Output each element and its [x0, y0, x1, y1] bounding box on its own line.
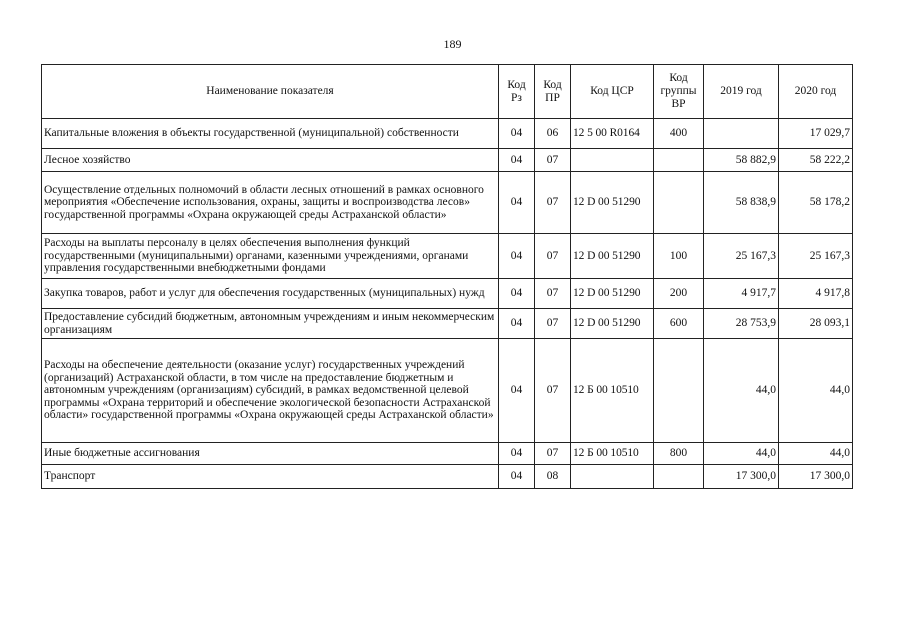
- row-csr: [571, 149, 654, 172]
- row-2020: 58 178,2: [779, 172, 853, 234]
- header-2019: 2019 год: [704, 65, 779, 119]
- row-pr: 07: [535, 309, 571, 339]
- header-name: Наименование показателя: [42, 65, 499, 119]
- row-2019: [704, 119, 779, 149]
- row-name: Иные бюджетные ассигнования: [42, 443, 499, 465]
- row-name: Предоставление субсидий бюджетным, автономным учреждениям и иным некоммерческим организациям: [42, 309, 499, 339]
- row-name: Расходы на обеспечение деятельности (оказание услуг) государственных учреждений (организаций) Астраханской области, в том числе на предоставление бюджетным и автономным учреждениям (организациям) субсидий, в рамках ведомственной целевой программы «Охрана территорий и обеспечение экологической безопасности Астраханской области» государственной программы «Охрана окружающей среды Астраханской области»: [42, 339, 499, 443]
- row-name: Осуществление отдельных полномочий в области лесных отношений в рамках основного мероприятия «Обеспечение использования, охраны, защиты и воспроизводства лесов» государственной программы «Охрана окружающей среды Астраханской области»: [42, 172, 499, 234]
- budget-table: [41, 64, 853, 489]
- row-vr: [654, 339, 704, 443]
- row-pr: 07: [535, 279, 571, 309]
- header-2020: 2020 год: [779, 65, 853, 119]
- row-csr: [571, 465, 654, 489]
- row-name: Капитальные вложения в объекты государственной (муниципальной) собственности: [42, 119, 499, 149]
- row-2019: 28 753,9: [704, 309, 779, 339]
- row-csr: 12 5 00 R0164: [571, 119, 654, 149]
- table-row: [42, 234, 853, 279]
- row-rz: 04: [499, 234, 535, 279]
- row-2019: 44,0: [704, 443, 779, 465]
- row-pr: 08: [535, 465, 571, 489]
- row-2020: 44,0: [779, 443, 853, 465]
- row-vr: 400: [654, 119, 704, 149]
- row-vr: [654, 172, 704, 234]
- row-pr: 07: [535, 149, 571, 172]
- row-pr: 06: [535, 119, 571, 149]
- row-csr: 12 D 00 51290: [571, 309, 654, 339]
- row-rz: 04: [499, 465, 535, 489]
- row-2020: 44,0: [779, 339, 853, 443]
- row-2019: 25 167,3: [704, 234, 779, 279]
- row-csr: 12 Б 00 10510: [571, 339, 654, 443]
- page-number: 189: [443, 37, 462, 51]
- row-csr: 12 D 00 51290: [571, 279, 654, 309]
- row-csr: 12 D 00 51290: [571, 172, 654, 234]
- row-name: Лесное хозяйство: [42, 149, 499, 172]
- row-pr: 07: [535, 339, 571, 443]
- row-vr: 800: [654, 443, 704, 465]
- row-vr: [654, 465, 704, 489]
- row-2019: 58 882,9: [704, 149, 779, 172]
- row-rz: 04: [499, 279, 535, 309]
- table-row: [42, 309, 853, 339]
- row-vr: 200: [654, 279, 704, 309]
- header-rz: Код Рз: [499, 65, 535, 119]
- table-row: [42, 443, 853, 465]
- row-rz: 04: [499, 119, 535, 149]
- row-rz: 04: [499, 309, 535, 339]
- row-2020: 17 029,7: [779, 119, 853, 149]
- header-csr: Код ЦСР: [571, 65, 654, 119]
- row-name: Транспорт: [42, 465, 499, 489]
- row-rz: 04: [499, 339, 535, 443]
- row-name: Расходы на выплаты персоналу в целях обеспечения выполнения функций государственными (муниципальными) органами, казенными учреждениями, органами управления государственными внебюджетными фондами: [42, 234, 499, 279]
- row-pr: 07: [535, 172, 571, 234]
- header-pr: Код ПР: [535, 65, 571, 119]
- row-csr: 12 Б 00 10510: [571, 443, 654, 465]
- row-name: Закупка товаров, работ и услуг для обеспечения государственных (муниципальных) нужд: [42, 279, 499, 309]
- table-row: [42, 465, 853, 489]
- row-2020: 28 093,1: [779, 309, 853, 339]
- table-row: [42, 172, 853, 234]
- table-row: [42, 119, 853, 149]
- row-2020: 17 300,0: [779, 465, 853, 489]
- row-vr: 600: [654, 309, 704, 339]
- row-pr: 07: [535, 443, 571, 465]
- row-pr: 07: [535, 234, 571, 279]
- row-rz: 04: [499, 172, 535, 234]
- row-vr: 100: [654, 234, 704, 279]
- row-2020: 25 167,3: [779, 234, 853, 279]
- row-vr: [654, 149, 704, 172]
- row-2019: 58 838,9: [704, 172, 779, 234]
- table-header-row: [42, 65, 853, 119]
- row-rz: 04: [499, 149, 535, 172]
- row-2019: 44,0: [704, 339, 779, 443]
- table-row: [42, 339, 853, 443]
- row-2019: 17 300,0: [704, 465, 779, 489]
- row-2019: 4 917,7: [704, 279, 779, 309]
- row-rz: 04: [499, 443, 535, 465]
- table-row: [42, 279, 853, 309]
- row-2020: 58 222,2: [779, 149, 853, 172]
- header-vr: Код группы ВР: [654, 65, 704, 119]
- table-row: [42, 149, 853, 172]
- row-csr: 12 D 00 51290: [571, 234, 654, 279]
- row-2020: 4 917,8: [779, 279, 853, 309]
